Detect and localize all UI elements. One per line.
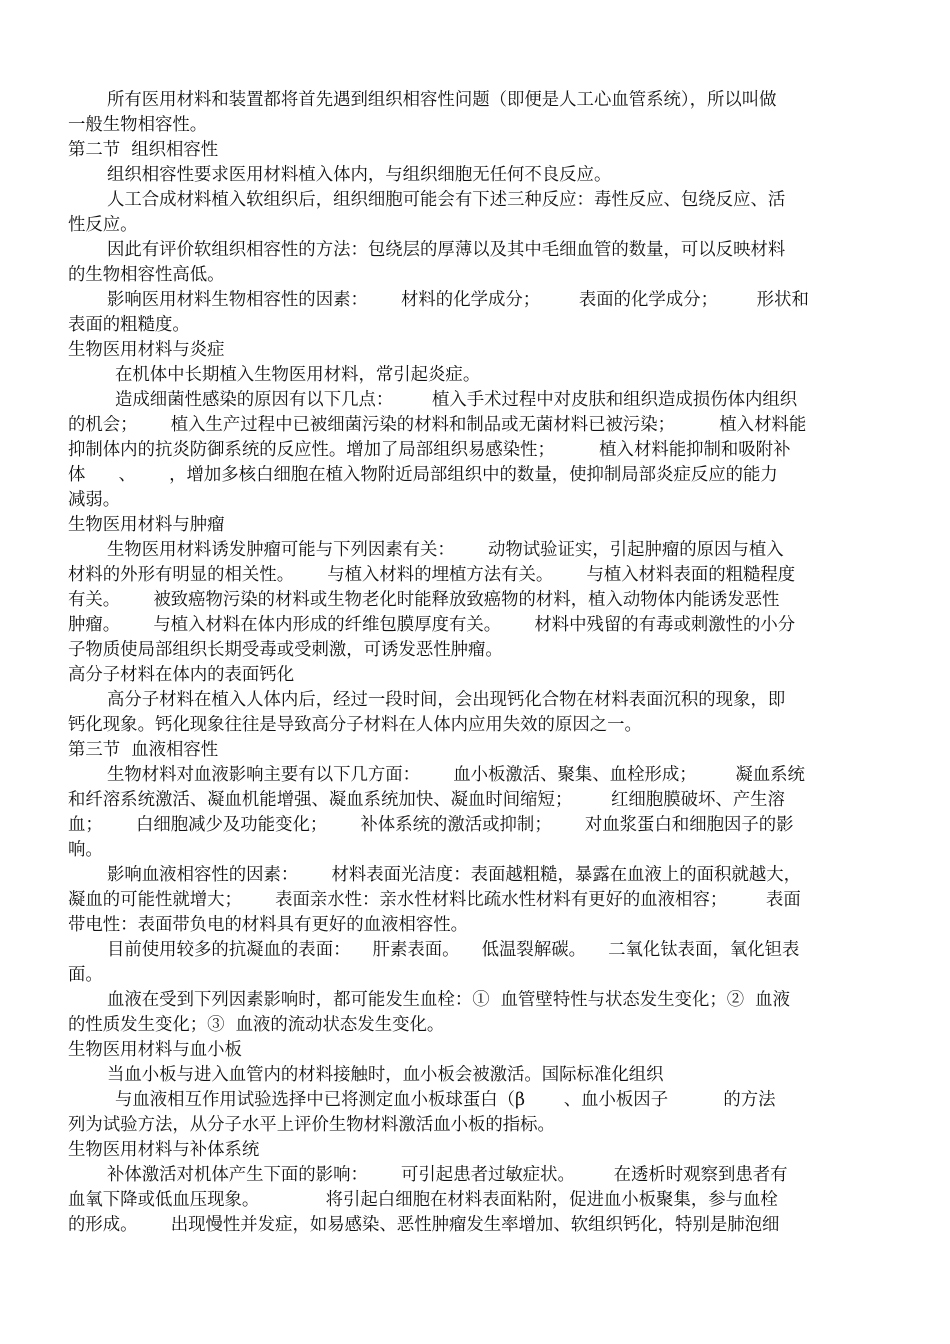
text-line: 当血小板与进入血管内的材料接触时，血小板会被激活。国际标准化组织: [107, 1065, 664, 1085]
text-line: 血液在受到下列因素影响时，都可能发生血栓：① 血管壁特性与状态发生变化；② 血液: [107, 990, 790, 1010]
text-line: 响。: [68, 840, 103, 860]
text-line: 目前使用较多的抗凝血的表面： 肝素表面。 低温裂解碳。 二氧化钛表面，氧化钽表: [107, 940, 800, 960]
text-line: 抑制体内的抗炎防御系统的反应性。增加了局部组织易感染性； 植入材料能抑制和吸附补: [68, 440, 791, 460]
text-line: 减弱。: [68, 490, 121, 510]
text-line: 因此有评价软组织相容性的方法：包绕层的厚薄以及其中毛细血管的数量，可以反映材料: [107, 240, 786, 260]
text-line: 材料的外形有明显的相关性。 与植入材料的埋植方法有关。 与植入材料表面的粗糙程度: [68, 565, 796, 585]
section-heading: 第三节 血液相容性: [68, 740, 219, 760]
subsection-heading: 生物医用材料与血小板: [68, 1040, 242, 1060]
text-line: 表面的粗糙度。: [68, 315, 190, 335]
text-line: 的生物相容性高低。: [68, 265, 225, 285]
text-line: 补体激活对机体产生下面的影响： 可引起患者过敏症状。 在透析时观察到患者有: [107, 1165, 788, 1185]
text-line: 影响医用材料生物相容性的因素： 材料的化学成分； 表面的化学成分； 形状和: [107, 290, 809, 310]
text-line: 一般生物相容性。: [68, 115, 208, 135]
text-line: 生物医用材料诱发肿瘤可能与下列因素有关： 动物试验证实，引起肿瘤的原因与植入: [107, 540, 784, 560]
text-line: 组织相容性要求医用材料植入体内，与组织细胞无任何不良反应。: [107, 165, 612, 185]
section-heading: 第二节 组织相容性: [68, 140, 219, 160]
text-line: 影响血液相容性的因素： 材料表面光洁度：表面越粗糙，暴露在血液上的面积就越大，: [107, 865, 802, 885]
text-line: 肿瘤。 与植入材料在体内形成的纤维包膜厚度有关。 材料中残留的有毒或刺激性的小分: [68, 615, 796, 635]
text-line: 性反应。: [68, 215, 138, 235]
text-line: 造成细菌性感染的原因有以下几点： 植入手术过程中对皮肤和组织造成损伤体内组织: [115, 390, 798, 410]
text-line: 带电性：表面带负电的材料具有更好的血液相容性。: [68, 915, 468, 935]
subsection-heading: 高分子材料在体内的表面钙化: [68, 665, 295, 685]
text-line: 与血液相互作用试验选择中已将测定血小板球蛋白（β 、血小板因子 的方法: [115, 1090, 776, 1110]
text-line: 高分子材料在植入人体内后，经过一段时间，会出现钙化合物在材料表面沉积的现象，即: [107, 690, 786, 710]
subsection-heading: 生物医用材料与肿瘤: [68, 515, 225, 535]
text-line: 列为试验方法，从分子水平上评价生物材料激活血小板的指标。: [68, 1115, 555, 1135]
text-line: 凝血的可能性就增大； 表面亲水性：亲水性材料比疏水性材料有更好的血液相容； 表面: [68, 890, 801, 910]
text-line: 的机会； 植入生产过程中已被细菌污染的材料和制品或无菌材料已被污染； 植入材料能: [68, 415, 807, 435]
subsection-heading: 生物医用材料与炎症: [68, 340, 225, 360]
text-line: 子物质使局部组织长期受毒或受刺激，可诱发恶性肿瘤。: [68, 640, 503, 660]
text-line: 人工合成材料植入软组织后，组织细胞可能会有下述三种反应：毒性反应、包绕反应、活: [107, 190, 786, 210]
text-line: 面。: [68, 965, 103, 985]
text-line: 的性质发生变化；③ 血液的流动状态发生变化。: [68, 1015, 445, 1035]
text-line: 的形成。 出现慢性并发症，如易感染、恶性肿瘤发生率增加、软组织钙化，特别是肺泡细: [68, 1215, 780, 1235]
text-line: 有关。 被致癌物污染的材料或生物老化时能释放致癌物的材料，植入动物体内能诱发恶性: [68, 590, 780, 610]
text-line: 血； 白细胞减少及功能变化； 补体系统的激活或抑制； 对血浆蛋白和细胞因子的影: [68, 815, 794, 835]
text-line: 体 、 ，增加多核白细胞在植入物附近局部组织中的数量，使抑制局部炎症反应的能力: [68, 465, 778, 485]
text-line: 血氧下降或低血压现象。 将引起白细胞在材料表面粘附，促进血小板聚集，参与血栓: [68, 1190, 778, 1210]
text-line: 和纤溶系统激活、凝血机能增强、凝血系统加快、凝血时间缩短； 红细胞膜破坏、产生溶: [68, 790, 785, 810]
text-line: 生物材料对血液影响主要有以下几方面： 血小板激活、聚集、血栓形成； 凝血系统: [107, 765, 805, 785]
text-line: 钙化现象。钙化现象往往是导致高分子材料在人体内应用失效的原因之一。: [68, 715, 642, 735]
subsection-heading: 生物医用材料与补体系统: [68, 1140, 260, 1160]
text-line: 所有医用材料和装置都将首先遇到组织相容性问题（即便是人工心血管系统），所以叫做: [107, 90, 777, 110]
text-line: 在机体中长期植入生物医用材料，常引起炎症。: [115, 365, 481, 385]
